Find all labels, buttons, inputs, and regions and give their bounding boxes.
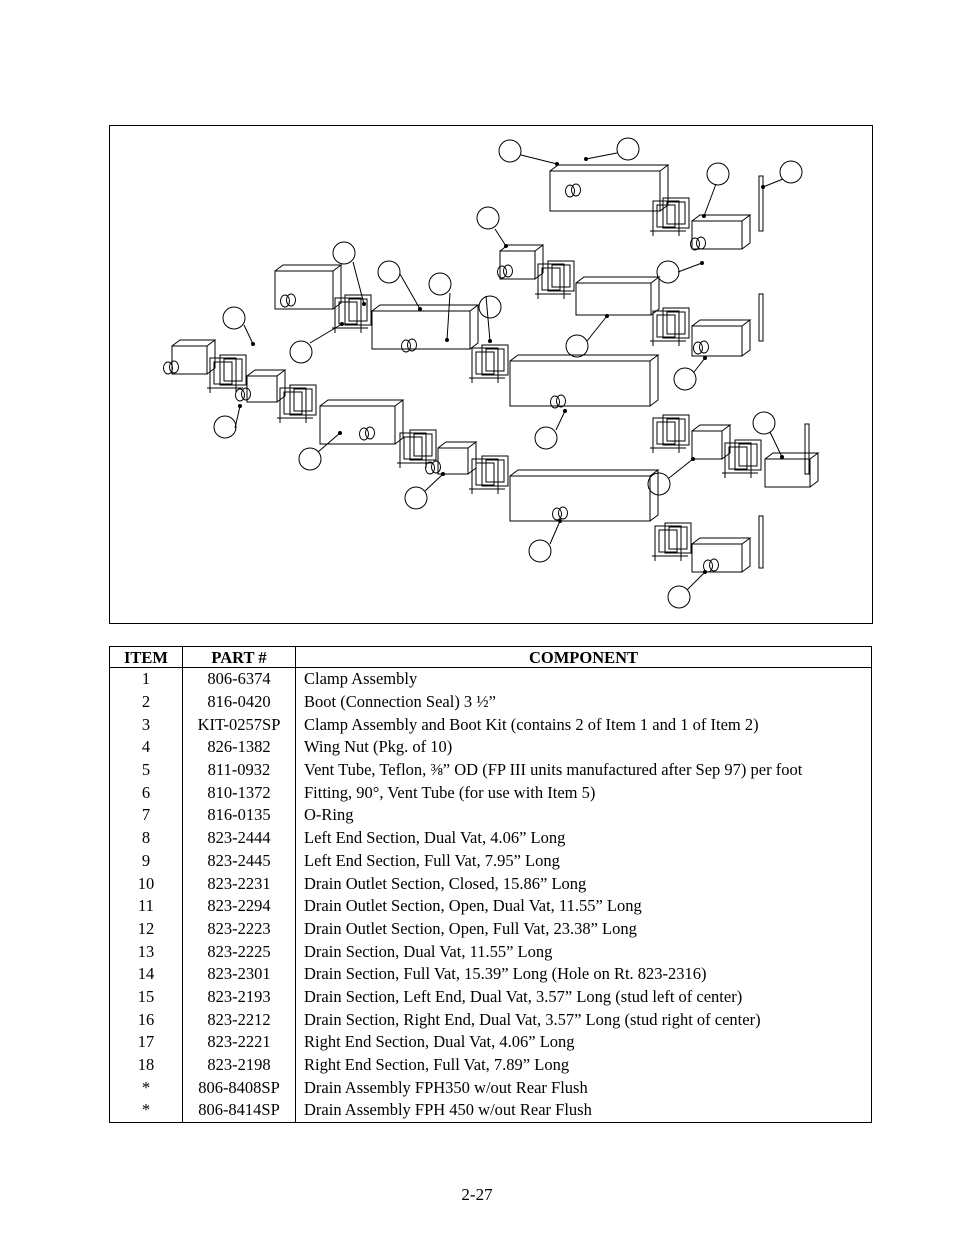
part-number-cell: 823-2231	[183, 872, 296, 895]
table-row	[110, 668, 872, 691]
leader-line	[687, 572, 705, 590]
leader-arrowhead	[703, 215, 706, 218]
left-end-section	[275, 265, 341, 309]
component-cell: Drain Outlet Section, Open, Full Vat, 23.38” Long	[296, 918, 872, 941]
component-cell: Drain Section, Dual Vat, 11.55” Long	[296, 940, 872, 963]
callout-bubble	[668, 586, 690, 608]
table-row	[110, 736, 872, 759]
clamp-assembly	[650, 198, 689, 236]
component-cell: Vent Tube, Teflon, ⅜” OD (FP III units manufactured after Sep 97) per foot	[296, 759, 872, 782]
parts-table	[109, 646, 872, 1123]
drain-section-right-end	[438, 442, 476, 474]
clamp-assembly	[535, 261, 574, 299]
exploded-parts-diagram	[109, 125, 873, 624]
callout-bubble	[290, 341, 312, 363]
leader-arrowhead	[606, 315, 609, 318]
item-cell: 1	[110, 668, 183, 691]
leader-line	[447, 293, 450, 340]
part-number-cell: 823-2221	[183, 1031, 296, 1054]
right-end-section	[765, 453, 818, 487]
leader-arrowhead	[692, 458, 695, 461]
callout-bubble	[707, 163, 729, 185]
leader-line	[425, 474, 443, 491]
callout-bubble	[780, 161, 802, 183]
drain-section-left-end	[247, 370, 285, 402]
table-row	[110, 781, 872, 804]
part-number-cell: 806-8414SP	[183, 1099, 296, 1122]
component-cell: Drain Outlet Section, Closed, 15.86” Long	[296, 872, 872, 895]
part-number-cell: 823-2193	[183, 986, 296, 1009]
component-cell: Drain Section, Full Vat, 15.39” Long (Hole on Rt. 823-2316)	[296, 963, 872, 986]
o-ring	[572, 184, 581, 196]
item-cell: *	[110, 1099, 183, 1122]
table-row	[110, 872, 872, 895]
item-cell: 3	[110, 713, 183, 736]
item-cell: 10	[110, 872, 183, 895]
clamp-assembly	[650, 415, 689, 453]
leader-line	[244, 325, 253, 344]
page-number: 2-27	[461, 1185, 493, 1204]
table-row	[110, 1054, 872, 1077]
table-row	[110, 986, 872, 1009]
leader-line	[486, 296, 490, 341]
o-ring	[366, 427, 375, 439]
leader-arrowhead	[704, 571, 707, 574]
o-ring	[504, 265, 513, 277]
item-cell: 18	[110, 1054, 183, 1077]
component-column-header: COMPONENT	[296, 647, 872, 668]
right-end-section	[692, 215, 750, 249]
part-number-cell: 826-1382	[183, 736, 296, 759]
item-cell: 7	[110, 804, 183, 827]
item-column-header: ITEM	[110, 647, 183, 668]
part-number-cell: 811-0932	[183, 759, 296, 782]
o-ring	[700, 341, 709, 353]
component-cell: Left End Section, Dual Vat, 4.06” Long	[296, 827, 872, 850]
leader-line	[586, 153, 617, 159]
component-cell: Drain Section, Left End, Dual Vat, 3.57” Long (stud left of center)	[296, 986, 872, 1009]
leader-line	[310, 324, 342, 343]
item-cell: 17	[110, 1031, 183, 1054]
component-cell: Left End Section, Full Vat, 7.95” Long	[296, 850, 872, 873]
clamp-assembly	[332, 295, 371, 333]
table-row	[110, 804, 872, 827]
callout-bubble	[499, 140, 521, 162]
callout-bubble	[648, 473, 670, 495]
leader-line	[704, 184, 716, 216]
item-cell: 16	[110, 1008, 183, 1031]
component-cell: Right End Section, Full Vat, 7.89” Long	[296, 1054, 872, 1077]
table-row	[110, 759, 872, 782]
drain-assembly-drawing	[110, 126, 872, 623]
leader-arrowhead	[341, 323, 344, 326]
vent-tube	[805, 424, 809, 474]
drain-section-right-end	[692, 425, 730, 459]
item-cell: 4	[110, 736, 183, 759]
callout-bubble	[214, 416, 236, 438]
item-cell: 2	[110, 691, 183, 714]
callout-bubble	[299, 448, 321, 470]
item-cell: 11	[110, 895, 183, 918]
leader-arrowhead	[781, 456, 784, 459]
component-cell: Wing Nut (Pkg. of 10)	[296, 736, 872, 759]
drain-section	[576, 277, 659, 315]
leader-arrowhead	[339, 432, 342, 435]
part-number-cell: 816-0420	[183, 691, 296, 714]
callout-bubble	[333, 242, 355, 264]
clamp-assembly	[722, 440, 761, 478]
o-ring	[432, 461, 441, 473]
part-number-cell: 823-2198	[183, 1054, 296, 1077]
right-end-section	[692, 538, 750, 572]
component-cell: O-Ring	[296, 804, 872, 827]
leader-arrowhead	[446, 339, 449, 342]
leader-arrowhead	[556, 163, 559, 166]
component-cell: Drain Section, Right End, Dual Vat, 3.57” Long (stud right of center)	[296, 1008, 872, 1031]
callout-bubble	[566, 335, 588, 357]
part-number-cell: 823-2301	[183, 963, 296, 986]
table-row	[110, 1076, 872, 1099]
item-cell: 5	[110, 759, 183, 782]
item-cell: 15	[110, 986, 183, 1009]
o-ring	[170, 361, 179, 373]
part-number-cell: 816-0135	[183, 804, 296, 827]
leader-line	[495, 229, 506, 246]
item-cell: 9	[110, 850, 183, 873]
drain-section	[320, 400, 403, 444]
vent-tube	[759, 294, 763, 341]
callout-bubble	[674, 368, 696, 390]
leader-arrowhead	[762, 186, 765, 189]
leader-line	[678, 263, 702, 272]
part-number-cell: 823-2445	[183, 850, 296, 873]
callout-bubble	[405, 487, 427, 509]
leader-line	[694, 358, 705, 372]
item-cell: 14	[110, 963, 183, 986]
component-cell: Drain Outlet Section, Open, Dual Vat, 11.55” Long	[296, 895, 872, 918]
clamp-assembly	[650, 308, 689, 346]
leader-arrowhead	[252, 343, 255, 346]
callout-bubble	[753, 412, 775, 434]
table-row	[110, 895, 872, 918]
drain-outlet-section	[510, 470, 658, 521]
part-number-cell: 806-6374	[183, 668, 296, 691]
clamp-assembly	[652, 523, 691, 561]
part-number-cell: 823-2223	[183, 918, 296, 941]
leader-line	[521, 155, 557, 164]
leader-arrowhead	[489, 340, 492, 343]
callout-bubble	[477, 207, 499, 229]
item-cell: *	[110, 1076, 183, 1099]
clamp-assembly	[469, 456, 508, 494]
callout-bubble	[535, 427, 557, 449]
table-header-row	[110, 647, 872, 668]
leader-arrowhead	[239, 405, 242, 408]
leader-line	[318, 433, 340, 452]
o-ring	[697, 237, 706, 249]
component-cell: Clamp Assembly and Boot Kit (contains 2 of Item 1 and 1 of Item 2)	[296, 713, 872, 736]
part-number-cell: 823-2212	[183, 1008, 296, 1031]
item-cell: 8	[110, 827, 183, 850]
drain-outlet-section	[550, 165, 668, 211]
part-number-cell: 823-2225	[183, 940, 296, 963]
callout-bubble	[378, 261, 400, 283]
part-number-cell: 823-2444	[183, 827, 296, 850]
vent-tube	[759, 516, 763, 568]
table-row	[110, 918, 872, 941]
leader-line	[763, 179, 783, 187]
table-row	[110, 827, 872, 850]
leader-line	[400, 274, 420, 309]
vent-tube	[759, 176, 763, 231]
table-row	[110, 1008, 872, 1031]
item-cell: 13	[110, 940, 183, 963]
leader-line	[587, 316, 607, 341]
component-cell: Clamp Assembly	[296, 668, 872, 691]
callout-bubble	[529, 540, 551, 562]
table-row	[110, 1031, 872, 1054]
leader-arrowhead	[704, 357, 707, 360]
clamp-assembly	[207, 355, 246, 393]
leader-line	[669, 459, 693, 478]
leader-arrowhead	[585, 158, 588, 161]
leader-arrowhead	[559, 520, 562, 523]
part-number-cell: KIT-0257SP	[183, 713, 296, 736]
drain-outlet-section	[372, 305, 478, 349]
component-cell: Boot (Connection Seal) 3 ½”	[296, 691, 872, 714]
component-cell: Drain Assembly FPH350 w/out Rear Flush	[296, 1076, 872, 1099]
leader-arrowhead	[701, 262, 704, 265]
leader-arrowhead	[442, 473, 445, 476]
clamp-assembly	[277, 385, 316, 423]
item-cell: 6	[110, 781, 183, 804]
o-ring	[242, 388, 251, 400]
o-ring	[557, 395, 566, 407]
component-cell: Right End Section, Dual Vat, 4.06” Long	[296, 1031, 872, 1054]
callout-bubble	[223, 307, 245, 329]
part-number-cell: 810-1372	[183, 781, 296, 804]
leader-arrowhead	[419, 308, 422, 311]
table-row	[110, 1099, 872, 1122]
leader-arrowhead	[363, 303, 366, 306]
o-ring	[710, 559, 719, 571]
table-row	[110, 691, 872, 714]
table-row	[110, 713, 872, 736]
part-number-cell: 806-8408SP	[183, 1076, 296, 1099]
callout-bubble	[479, 296, 501, 318]
leader-line	[556, 411, 565, 430]
part-column-header: PART #	[183, 647, 296, 668]
clamp-assembly	[469, 345, 508, 383]
callout-bubble	[429, 273, 451, 295]
leader-arrowhead	[564, 410, 567, 413]
o-ring	[287, 294, 296, 306]
leader-line	[235, 406, 240, 428]
component-cell: Fitting, 90°, Vent Tube (for use with Item 5)	[296, 781, 872, 804]
leader-line	[550, 521, 560, 544]
leader-arrowhead	[505, 245, 508, 248]
callout-bubble	[617, 138, 639, 160]
item-cell: 12	[110, 918, 183, 941]
drain-section-full-vat	[510, 355, 658, 406]
part-number-cell: 823-2294	[183, 895, 296, 918]
callout-bubble	[657, 261, 679, 283]
o-ring	[559, 507, 568, 519]
component-cell: Drain Assembly FPH 450 w/out Rear Flush	[296, 1099, 872, 1122]
table-row	[110, 850, 872, 873]
table-row	[110, 940, 872, 963]
table-row	[110, 963, 872, 986]
